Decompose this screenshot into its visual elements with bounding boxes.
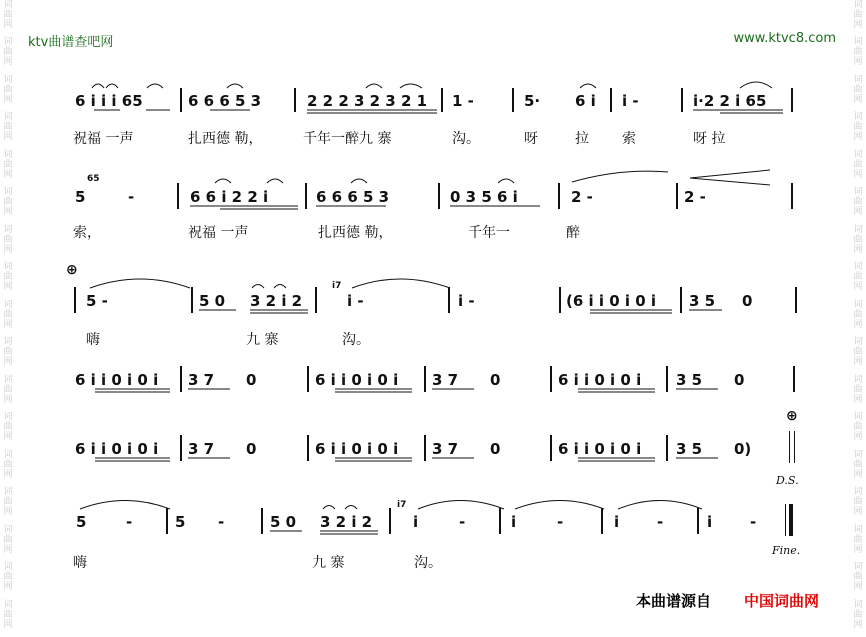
watermark-char: 词	[3, 337, 13, 348]
lyric: 呀	[524, 131, 538, 147]
watermark-char: 曲	[853, 384, 863, 395]
watermark-char: 词	[3, 224, 13, 235]
watermark-char: 词	[853, 562, 863, 573]
note-group: -	[128, 188, 135, 206]
note-group: i·2 2 i 65	[693, 92, 767, 110]
score-line-4	[0, 371, 866, 401]
lyric: 拉	[575, 131, 589, 147]
note-group: 3 7	[188, 440, 215, 458]
watermark-char: 词	[3, 599, 13, 610]
watermark-char: 曲	[3, 422, 13, 433]
note-group: 5 -	[86, 292, 108, 310]
lyric: 沟。	[342, 332, 370, 348]
watermark-char: 网	[3, 469, 13, 480]
note-group: 6 i i 0 i 0 i	[558, 440, 642, 458]
watermark-char: 网	[3, 544, 13, 555]
lyric: 九 寨	[312, 555, 345, 571]
watermark-char: 曲	[853, 609, 863, 620]
watermark-char: 网	[3, 207, 13, 218]
note-group: 2 -	[571, 188, 593, 206]
note-group: -	[126, 513, 133, 531]
note-group: 5 0	[270, 513, 297, 531]
watermark-char: 网	[853, 432, 863, 443]
note-group: 3 7	[432, 440, 459, 458]
note-group: 6 i i 0 i 0 i	[315, 440, 399, 458]
ds-marking: D.S.	[776, 474, 799, 487]
note-group: 0)	[734, 440, 752, 458]
watermark-char: 词	[853, 599, 863, 610]
watermark-char: 网	[3, 619, 13, 630]
watermark-char: 曲	[3, 459, 13, 470]
fine-marking: Fine.	[772, 544, 801, 557]
watermark-char: 词	[3, 187, 13, 198]
note-group: i	[413, 513, 419, 531]
watermark-char: 曲	[3, 10, 13, 20]
lyric: 沟。	[452, 131, 480, 147]
site-url-right[interactable]: www.ktvc8.com	[733, 31, 836, 46]
watermark-char: 曲	[853, 497, 863, 508]
watermark-char: 曲	[853, 234, 863, 245]
watermark-char: 词	[853, 74, 863, 85]
watermark-char: 网	[3, 319, 13, 330]
watermark-char: 曲	[3, 609, 13, 620]
note-group: i -	[622, 92, 639, 110]
watermark-char: 曲	[3, 384, 13, 395]
watermark-char: 词	[3, 37, 13, 48]
note-group: 6 6 6 5 3	[316, 188, 390, 206]
note-group: i -	[347, 292, 364, 310]
lyric: 索	[622, 131, 636, 147]
watermark-char: 网	[3, 282, 13, 293]
note-group: 0 3 5 6 i	[450, 188, 518, 206]
watermark-char: 曲	[3, 234, 13, 245]
watermark-char: 网	[853, 282, 863, 293]
watermark-char: 词	[3, 412, 13, 423]
note-group: -	[218, 513, 225, 531]
watermark-char: 网	[853, 619, 863, 630]
note-group: 6 i i 0 i 0 i	[315, 371, 399, 389]
note-group: 3 2 i 2	[320, 513, 373, 531]
watermark-char: 网	[3, 169, 13, 180]
lyric: 醉	[566, 225, 580, 241]
lyric: 索，	[73, 225, 101, 241]
watermark-char: 曲	[3, 309, 13, 320]
note-group: 0	[246, 440, 257, 458]
lyric: 嗨	[86, 332, 100, 348]
note-group: 0	[742, 292, 753, 310]
watermark-char: 网	[853, 507, 863, 518]
watermark-char: 词	[853, 112, 863, 123]
grace-notes: 65	[87, 174, 100, 184]
note-group: 6 6 i 2 2 i	[190, 188, 269, 206]
coda-sign: ⊕	[66, 262, 78, 278]
watermark-char: 网	[853, 394, 863, 405]
watermark-char: 词	[853, 0, 863, 10]
note-group: 3 7	[432, 371, 459, 389]
note-group: 6 i i 0 i 0 i	[558, 371, 642, 389]
watermark-char: 曲	[3, 347, 13, 358]
note-group: -	[657, 513, 664, 531]
watermark-char: 曲	[853, 10, 863, 20]
watermark-char: 网	[3, 507, 13, 518]
watermark-char: 网	[853, 544, 863, 555]
watermark-char: 词	[3, 149, 13, 160]
watermark-char: 词	[853, 412, 863, 423]
watermark-char: 曲	[853, 197, 863, 208]
watermark-char: 曲	[3, 47, 13, 58]
watermark-char: 词	[853, 487, 863, 498]
watermark-char: 词	[3, 562, 13, 573]
lyric: 祝福 一声	[73, 131, 134, 147]
watermark-char: 网	[853, 357, 863, 368]
lyric: 九 寨	[246, 332, 279, 348]
note-group: 0	[490, 371, 501, 389]
watermark-char: 曲	[3, 497, 13, 508]
watermark-char: 网	[853, 132, 863, 143]
source-site-link[interactable]: 中国词曲网	[744, 592, 820, 610]
lyric: 沟。	[414, 555, 442, 571]
note-group: 6 i i 0 i 0 i	[75, 440, 159, 458]
watermark-char: 网	[3, 94, 13, 105]
watermark-char: 词	[3, 487, 13, 498]
watermark-char: 词	[3, 374, 13, 385]
note-group: i -	[458, 292, 475, 310]
watermark-char: 曲	[853, 309, 863, 320]
watermark-char: 词	[853, 374, 863, 385]
lyric: 呀 拉	[693, 131, 726, 147]
watermark-char: 曲	[853, 422, 863, 433]
watermark-char: 曲	[853, 122, 863, 133]
score-line-5	[0, 440, 866, 470]
lyric: 扎西德 勒，	[188, 131, 263, 147]
watermark-char: 网	[3, 582, 13, 593]
watermark-char: 词	[853, 449, 863, 460]
watermark-char: 网	[3, 132, 13, 143]
watermark-char: 词	[853, 149, 863, 160]
grace-notes: i7	[332, 281, 342, 291]
watermark-char: 网	[853, 207, 863, 218]
note-group: 3 2 i 2	[250, 292, 303, 310]
note-group: 2 -	[684, 188, 706, 206]
watermark-char: 词	[853, 224, 863, 235]
watermark-char: 词	[853, 337, 863, 348]
watermark-char: 词	[3, 112, 13, 123]
watermark-char: 曲	[853, 347, 863, 358]
watermark-char: 曲	[3, 534, 13, 545]
note-group: 5 0	[199, 292, 226, 310]
watermark-char: 网	[853, 57, 863, 68]
score-line-6	[0, 513, 866, 543]
note-group: -	[557, 513, 564, 531]
note-group: 6 i i i 65	[75, 92, 143, 110]
lyric: 嗨	[73, 555, 87, 571]
watermark-char: 词	[853, 299, 863, 310]
watermark-char: 网	[853, 94, 863, 105]
watermark-char: 曲	[3, 272, 13, 283]
note-group: 2 2 2 3 2 3 2 1	[307, 92, 428, 110]
watermark-char: 词	[3, 74, 13, 85]
source-label: 本曲谱源自	[636, 592, 712, 610]
note-group: 6 i i 0 i 0 i	[75, 371, 159, 389]
watermark-char: 曲	[3, 197, 13, 208]
watermark-char: 曲	[3, 572, 13, 583]
note-group: 3 5	[676, 440, 703, 458]
note-group: 0	[246, 371, 257, 389]
note-group: 3 7	[188, 371, 215, 389]
note-group: 1 -	[452, 92, 474, 110]
watermark-char: 曲	[853, 47, 863, 58]
watermark-char: 网	[3, 394, 13, 405]
note-group: 3 5	[676, 371, 703, 389]
note-group: i	[511, 513, 517, 531]
watermark-char: 词	[853, 37, 863, 48]
note-group: 0	[490, 440, 501, 458]
watermark-char: 网	[3, 244, 13, 255]
score-line-2	[0, 188, 866, 218]
watermark-char: 曲	[3, 159, 13, 170]
watermark-char: 曲	[853, 84, 863, 95]
lyric: 千年一醉九 寨	[303, 131, 392, 147]
watermark-char: 曲	[853, 459, 863, 470]
watermark-char: 曲	[853, 534, 863, 545]
grace-notes: i7	[397, 500, 407, 510]
site-name-left[interactable]: ktv曲谱查吧网	[28, 35, 114, 50]
score-line-3	[0, 292, 866, 322]
lyric: 千年一	[468, 225, 510, 241]
note-group: 5	[76, 513, 87, 531]
note-group: 0	[734, 371, 745, 389]
watermark-char: 曲	[853, 159, 863, 170]
note-group: 3 5	[689, 292, 716, 310]
watermark-char: 词	[3, 449, 13, 460]
watermark-char: 曲	[853, 272, 863, 283]
watermark-char: 词	[853, 187, 863, 198]
score-line-1	[0, 92, 866, 122]
watermark-char: 词	[853, 262, 863, 273]
note-group: 5	[175, 513, 186, 531]
note-group: i	[707, 513, 713, 531]
watermark-char: 网	[853, 20, 863, 30]
note-group: 6 6 6 5 3	[188, 92, 262, 110]
watermark-char: 网	[853, 244, 863, 255]
watermark-char: 网	[853, 582, 863, 593]
note-group: 6 i	[575, 92, 596, 110]
note-group: -	[750, 513, 757, 531]
note-group: (6 i i 0 i 0 i	[566, 292, 657, 310]
watermark-char: 词	[853, 524, 863, 535]
watermark-char: 网	[853, 319, 863, 330]
lyric: 祝福 一声	[188, 225, 249, 241]
note-group: -	[459, 513, 466, 531]
watermark-char: 网	[853, 469, 863, 480]
note-group: i	[614, 513, 620, 531]
watermark-char: 网	[853, 169, 863, 180]
watermark-char: 词	[3, 0, 13, 10]
watermark-char: 曲	[3, 122, 13, 133]
watermark-char: 曲	[3, 84, 13, 95]
watermark-char: 网	[3, 20, 13, 30]
watermark-char: 曲	[853, 572, 863, 583]
watermark-char: 词	[3, 524, 13, 535]
watermark-char: 网	[3, 357, 13, 368]
note-group: 5·	[524, 92, 541, 110]
lyric: 扎西德 勒，	[318, 225, 393, 241]
note-group: 5	[75, 188, 86, 206]
watermark-char: 网	[3, 432, 13, 443]
watermark-char: 网	[3, 57, 13, 68]
coda-sign: ⊕	[786, 408, 798, 424]
watermark-char: 词	[3, 299, 13, 310]
watermark-char: 词	[3, 262, 13, 273]
